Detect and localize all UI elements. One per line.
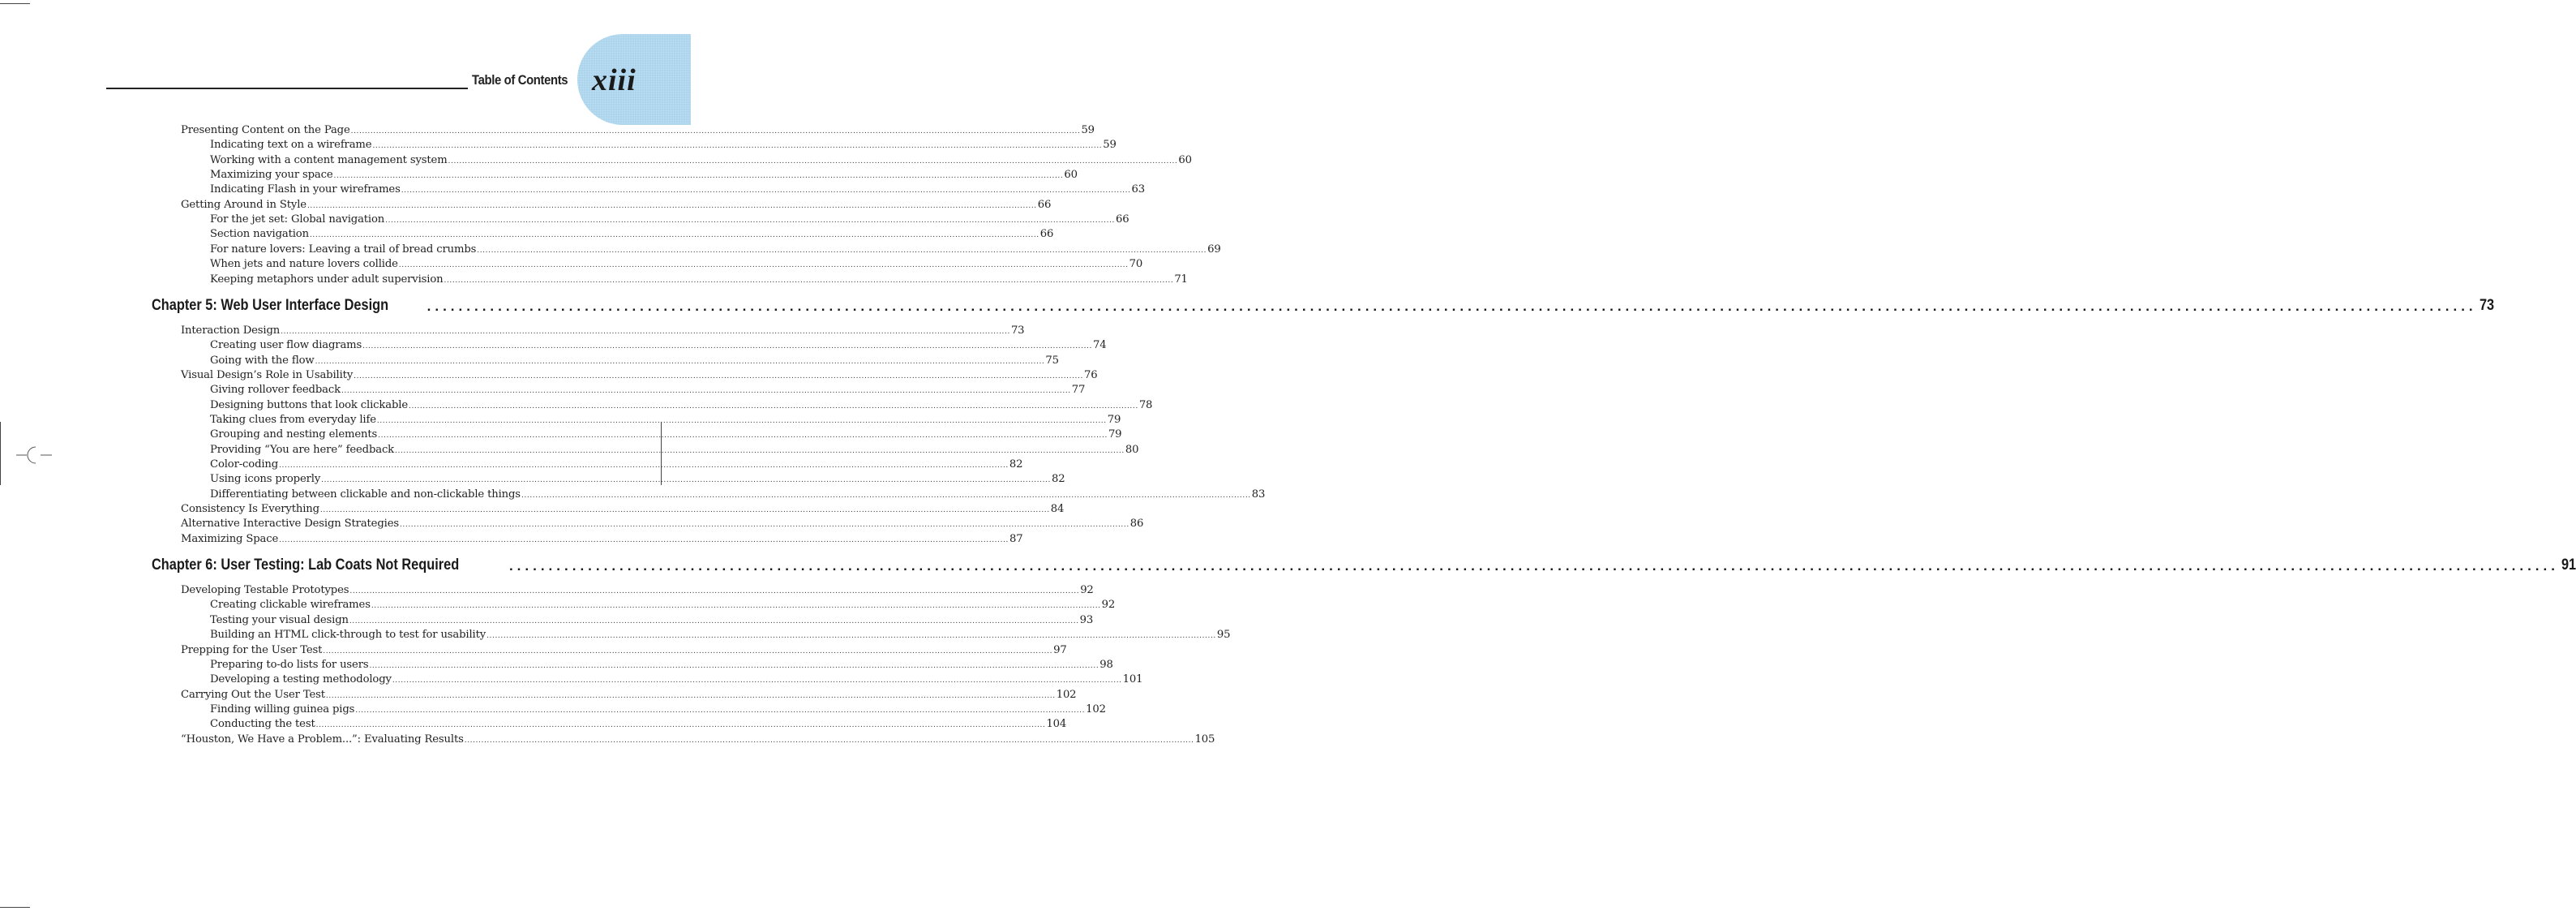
toc-dot-leader: .................................................................................................................................................................................................................................................................... <box>362 342 1092 351</box>
toc-entry-title: Carrying Out the User Test <box>181 688 325 701</box>
toc-subsection-entry[interactable] <box>210 382 1086 397</box>
toc-entry-title: Providing “You are here” feedback <box>210 443 395 456</box>
toc-page-number: 63 <box>1131 183 1146 196</box>
toc-entry-title: Creating clickable wireframes <box>210 599 371 612</box>
toc-page-number: 84 <box>1050 503 1065 516</box>
toc-page-number: 104 <box>1046 718 1067 731</box>
toc-dot-leader: .................................................................................................................................................................................................................................................................... <box>395 446 1125 455</box>
page-number: xiii <box>592 63 636 97</box>
toc-section-entry[interactable] <box>181 642 1067 657</box>
toc-entry-title: Indicating Flash in your wireframes <box>210 183 401 196</box>
toc-entry-title: “Houston, We Have a Problem...”: Evaluating Results <box>181 733 464 746</box>
toc-entry-title: Interaction Design <box>181 324 281 337</box>
toc-dot-leader: .................................................................................................................................................................................................................................................................... <box>372 142 1103 151</box>
running-header-title: Table of Contents <box>472 73 568 88</box>
toc-entry-title: Creating user flow diagrams <box>210 339 362 352</box>
toc-page-number: 97 <box>1053 643 1067 656</box>
toc-entry-title: Using icons properly <box>210 473 321 486</box>
toc-dot-leader: .................................................................................................................................................................................................................................................................... <box>349 587 1080 596</box>
toc-subsection-entry[interactable] <box>210 397 1153 412</box>
toc-page-number: 66 <box>1039 228 1054 241</box>
toc-entry-title: Conducting the test <box>210 718 315 731</box>
toc-subsection-entry[interactable] <box>210 412 1121 427</box>
toc-page-number: 79 <box>1107 413 1121 426</box>
toc-subsection-entry[interactable] <box>210 353 1059 367</box>
toc-dot-leader: .................................................................................................................................................................................................................................................................... <box>333 172 1064 181</box>
toc-page-number: 79 <box>1108 428 1122 441</box>
toc-entry-title: Prepping for the User Test <box>181 643 323 656</box>
toc-page-number: 91 <box>2561 556 2576 574</box>
toc-section-entry[interactable] <box>181 367 1098 382</box>
crop-mark-bottom-left <box>0 907 30 908</box>
toc-entry-title: Keeping metaphors under adult supervision <box>210 273 444 286</box>
toc-page-number: 83 <box>1251 488 1266 501</box>
toc-entry-title: Developing Testable Prototypes <box>181 584 349 597</box>
toc-page-number: 59 <box>1103 139 1117 152</box>
header-rule <box>106 88 468 89</box>
toc-page-number: 102 <box>1056 688 1077 701</box>
toc-entry-title: Building an HTML click-through to test for usability <box>210 629 486 642</box>
toc-dot-leader: .................................................................................................................................................................................................................................................................... <box>508 558 2559 574</box>
toc-dot-leader: .................................................................................................................................................................................................................................................................... <box>401 187 1131 196</box>
toc-dot-leader: .................................................................................................................................................................................................................................................................... <box>426 298 2477 314</box>
toc-entry-title: Differentiating between clickable and non-clickable things <box>210 488 521 501</box>
toc-subsection-entry[interactable] <box>210 471 1065 486</box>
registration-mark-icon <box>16 445 52 466</box>
toc-dot-leader: .................................................................................................................................................................................................................................................................... <box>355 706 1086 715</box>
toc-dot-leader: .................................................................................................................................................................................................................................................................... <box>309 231 1039 240</box>
toc-dot-leader: .................................................................................................................................................................................................................................................................... <box>371 602 1101 611</box>
toc-subsection-entry[interactable] <box>210 153 1192 167</box>
toc-dot-leader: .................................................................................................................................................................................................................................................................... <box>399 521 1129 530</box>
toc-dot-leader: .................................................................................................................................................................................................................................................................... <box>521 491 1251 500</box>
toc-chapter-heading[interactable] <box>152 295 2494 315</box>
toc-page-number: 80 <box>1125 443 1139 456</box>
toc-page-number: 75 <box>1045 354 1059 367</box>
toc-subsection-entry[interactable] <box>210 672 1143 686</box>
toc-entry-title: Grouping and nesting elements <box>210 428 378 441</box>
toc-page-number: 76 <box>1083 368 1098 381</box>
toc-page-number: 60 <box>1178 153 1192 166</box>
crop-mark-top-left <box>0 3 30 4</box>
toc-entry-title: Section navigation <box>210 228 309 241</box>
toc-entry-title: Getting Around in Style <box>181 198 306 211</box>
toc-entry-title: Testing your visual design <box>210 613 349 626</box>
toc-subsection-entry[interactable] <box>210 272 1188 286</box>
toc-dot-leader: .................................................................................................................................................................................................................................................................... <box>341 387 1071 396</box>
toc-entry-title: Maximizing Space <box>181 532 279 545</box>
toc-subsection-entry[interactable] <box>210 487 1266 501</box>
toc-page-number: 66 <box>1115 213 1129 226</box>
toc-dot-leader: .................................................................................................................................................................................................................................................................... <box>315 357 1045 366</box>
toc-dot-leader: .................................................................................................................................................................................................................................................................... <box>281 327 1010 336</box>
toc-subsection-entry[interactable] <box>210 256 1143 271</box>
toc-page-number: 60 <box>1064 169 1078 182</box>
toc-entry-title: Chapter 6: User Testing: Lab Coats Not Required <box>152 556 460 574</box>
toc-page-number: 101 <box>1122 673 1143 686</box>
toc-dot-leader: .................................................................................................................................................................................................................................................................... <box>279 535 1009 544</box>
toc-dot-leader: .................................................................................................................................................................................................................................................................... <box>486 632 1216 641</box>
toc-dot-leader: .................................................................................................................................................................................................................................................................... <box>354 372 1083 380</box>
toc-entry-title: For the jet set: Global navigation <box>210 213 385 226</box>
toc-subsection-entry[interactable] <box>210 226 1054 241</box>
toc-page-number: 77 <box>1071 384 1086 397</box>
toc-page-number: 98 <box>1099 658 1113 671</box>
toc-section-entry[interactable] <box>181 122 1095 137</box>
toc-subsection-entry[interactable] <box>210 427 1122 441</box>
toc-page-number: 70 <box>1129 258 1143 271</box>
toc-dot-leader: .................................................................................................................................................................................................................................................................... <box>321 476 1051 485</box>
toc-subsection-entry[interactable] <box>210 457 1023 471</box>
toc-dot-leader: .................................................................................................................................................................................................................................................................... <box>408 402 1138 410</box>
toc-subsection-entry[interactable] <box>210 442 1139 457</box>
toc-section-entry[interactable] <box>181 582 1094 597</box>
toc-dot-leader: .................................................................................................................................................................................................................................................................... <box>350 127 1081 135</box>
toc-page-number: 69 <box>1207 243 1221 256</box>
toc-dot-leader: .................................................................................................................................................................................................................................................................... <box>376 416 1107 425</box>
toc-page-number: 92 <box>1080 584 1094 597</box>
toc-dot-leader: .................................................................................................................................................................................................................................................................... <box>315 721 1046 730</box>
toc-subsection-entry[interactable] <box>210 597 1116 612</box>
toc-entry-title: Working with a content management system <box>210 153 448 166</box>
toc-dot-leader: .................................................................................................................................................................................................................................................................... <box>279 462 1009 470</box>
toc-dot-leader: .................................................................................................................................................................................................................................................................... <box>306 201 1037 210</box>
toc-entry-title: Consistency Is Everything <box>181 503 319 516</box>
toc-entry-title: Designing buttons that look clickable <box>210 398 408 411</box>
toc-entry-title: Chapter 5: Web User Interface Design <box>152 296 389 314</box>
toc-dot-leader: .................................................................................................................................................................................................................................................................... <box>349 617 1079 625</box>
toc-dot-leader: .................................................................................................................................................................................................................................................................... <box>378 432 1108 440</box>
toc-section-entry[interactable] <box>181 323 1025 337</box>
toc-dot-leader: .................................................................................................................................................................................................................................................................... <box>398 261 1129 270</box>
toc-entry-title: Alternative Interactive Design Strategies <box>181 518 399 531</box>
toc-page-number: 82 <box>1051 473 1065 486</box>
toc-dot-leader: .................................................................................................................................................................................................................................................................... <box>444 276 1174 285</box>
toc-entry-title: Taking clues from everyday life <box>210 413 376 426</box>
toc-section-entry[interactable] <box>181 687 1077 702</box>
crop-mark-left-top <box>0 422 1 485</box>
toc-section-entry[interactable] <box>181 732 1215 746</box>
toc-section-entry[interactable] <box>181 501 1065 516</box>
toc-entry-title: When jets and nature lovers collide <box>210 258 398 271</box>
toc-entry-title: Maximizing your space <box>210 169 333 182</box>
toc-page-number: 78 <box>1138 398 1153 411</box>
toc-section-entry[interactable] <box>181 516 1144 531</box>
toc-subsection-entry[interactable] <box>210 657 1113 672</box>
toc-dot-leader: .................................................................................................................................................................................................................................................................... <box>464 736 1194 745</box>
toc-dot-leader: .................................................................................................................................................................................................................................................................... <box>325 691 1056 700</box>
toc-subsection-entry[interactable] <box>210 242 1221 256</box>
toc-page-number: 102 <box>1086 703 1106 715</box>
toc-subsection-entry[interactable] <box>210 182 1146 196</box>
toc-dot-leader: .................................................................................................................................................................................................................................................................... <box>323 647 1053 655</box>
toc-subsection-entry[interactable] <box>210 612 1094 627</box>
toc-section-entry[interactable] <box>181 197 1052 212</box>
toc-section-entry[interactable] <box>181 531 1023 546</box>
toc-subsection-entry[interactable] <box>210 627 1231 642</box>
toc-dot-leader: .................................................................................................................................................................................................................................................................... <box>448 157 1178 165</box>
toc-page-number: 86 <box>1129 518 1144 531</box>
toc-page-number: 95 <box>1216 629 1231 642</box>
toc-subsection-entry[interactable] <box>210 212 1129 226</box>
toc-subsection-entry[interactable] <box>210 702 1106 716</box>
toc-entry-title: Preparing to-do lists for users <box>210 658 369 671</box>
toc-page-number: 93 <box>1079 613 1094 626</box>
toc-page-number: 73 <box>1010 324 1025 337</box>
toc-entry-title: Color-coding <box>210 458 279 471</box>
toc-entry-title: Developing a testing methodology <box>210 673 392 686</box>
toc-page-number: 92 <box>1101 599 1116 612</box>
toc-page-number: 74 <box>1092 339 1107 352</box>
toc-page-number: 66 <box>1037 198 1052 211</box>
toc-entry-title: Presenting Content on the Page <box>181 124 350 136</box>
toc-entry-title: Giving rollover feedback <box>210 384 341 397</box>
toc-entry-title: Visual Design’s Role in Usability <box>181 368 354 381</box>
toc-chapter-heading[interactable] <box>152 555 2576 574</box>
toc-dot-leader: .................................................................................................................................................................................................................................................................... <box>385 217 1115 226</box>
toc-subsection-entry[interactable] <box>210 167 1078 182</box>
toc-entry-title: Indicating text on a wireframe <box>210 139 372 152</box>
toc-page-number: 82 <box>1009 458 1023 471</box>
toc-page-number: 73 <box>2479 296 2494 314</box>
toc-dot-leader: .................................................................................................................................................................................................................................................................... <box>369 661 1099 670</box>
toc-page-number: 71 <box>1174 273 1188 286</box>
toc-dot-leader: .................................................................................................................................................................................................................................................................... <box>392 677 1122 685</box>
toc-dot-leader: .................................................................................................................................................................................................................................................................... <box>477 246 1207 255</box>
toc-page-number: 59 <box>1081 124 1095 136</box>
toc-subsection-entry[interactable] <box>210 137 1117 152</box>
toc-entry-title: Going with the flow <box>210 354 315 367</box>
toc-page-number: 87 <box>1009 532 1023 545</box>
toc-entry-title: For nature lovers: Leaving a trail of bread crumbs <box>210 243 477 256</box>
toc-subsection-entry[interactable] <box>210 716 1067 731</box>
toc-page-number: 105 <box>1194 733 1215 746</box>
toc-dot-leader: .................................................................................................................................................................................................................................................................... <box>319 506 1050 515</box>
toc-entry-title: Finding willing guinea pigs <box>210 703 355 715</box>
toc-subsection-entry[interactable] <box>210 337 1107 352</box>
